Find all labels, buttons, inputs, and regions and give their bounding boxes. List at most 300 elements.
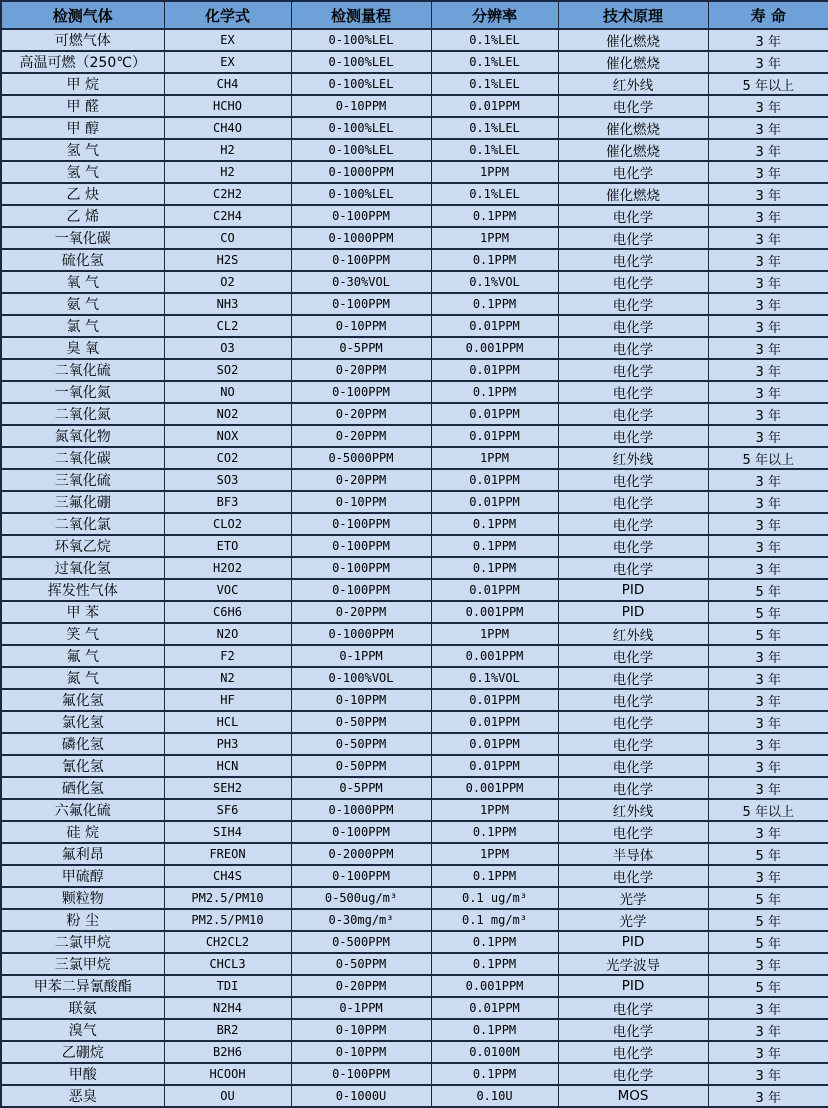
formula-cell: N2H4 — [164, 997, 291, 1019]
lifespan-cell: 5 年 — [708, 579, 828, 601]
lifespan-cell: 3 年 — [708, 1063, 828, 1085]
table-row — [1, 645, 828, 667]
lifespan-cell: 3 年 — [708, 271, 828, 293]
range-cell: 0-1000PPM — [291, 799, 431, 821]
resolution-cell: 0.01PPM — [431, 425, 558, 447]
range-cell: 0-20PPM — [291, 403, 431, 425]
resolution-cell: 0.01PPM — [431, 755, 558, 777]
table-row — [1, 887, 828, 909]
table-row — [1, 337, 828, 359]
formula-cell: PM2.5/PM10 — [164, 909, 291, 931]
resolution-cell: 0.1PPM — [431, 249, 558, 271]
formula-cell: NH3 — [164, 293, 291, 315]
resolution-cell: 0.01PPM — [431, 403, 558, 425]
range-cell: 0-500PPM — [291, 931, 431, 953]
table-row — [1, 799, 828, 821]
gas-name-cell: 溴气 — [1, 1019, 164, 1041]
formula-cell: B2H6 — [164, 1041, 291, 1063]
principle-cell: 电化学 — [558, 403, 708, 425]
range-cell: 0-100%LEL — [291, 117, 431, 139]
table-row — [1, 1041, 828, 1063]
range-cell: 0-100%VOL — [291, 667, 431, 689]
principle-cell: 电化学 — [558, 161, 708, 183]
lifespan-cell: 3 年 — [708, 513, 828, 535]
lifespan-cell: 3 年 — [708, 359, 828, 381]
gas-name-cell: 氮 气 — [1, 667, 164, 689]
gas-name-cell: 氯 气 — [1, 315, 164, 337]
lifespan-cell: 5 年 — [708, 843, 828, 865]
lifespan-cell: 3 年 — [708, 535, 828, 557]
principle-cell: 电化学 — [558, 205, 708, 227]
formula-cell: EX — [164, 29, 291, 51]
gas-name-cell: 二氧化氮 — [1, 403, 164, 425]
principle-cell: 电化学 — [558, 381, 708, 403]
gas-name-cell: 挥发性气体 — [1, 579, 164, 601]
table-row — [1, 491, 828, 513]
formula-cell: CHCL3 — [164, 953, 291, 975]
lifespan-cell: 3 年 — [708, 711, 828, 733]
range-cell: 0-100PPM — [291, 293, 431, 315]
principle-cell: 光学 — [558, 909, 708, 931]
gas-name-cell: 过氧化氢 — [1, 557, 164, 579]
principle-cell: 电化学 — [558, 865, 708, 887]
formula-cell: HF — [164, 689, 291, 711]
header-resolution: 分辨率 — [431, 1, 558, 29]
principle-cell: 电化学 — [558, 821, 708, 843]
resolution-cell: 0.01PPM — [431, 711, 558, 733]
gas-name-cell: 粉 尘 — [1, 909, 164, 931]
formula-cell: O2 — [164, 271, 291, 293]
lifespan-cell: 5 年 — [708, 975, 828, 997]
table-row — [1, 425, 828, 447]
formula-cell: H2 — [164, 161, 291, 183]
gas-name-cell: 氧 气 — [1, 271, 164, 293]
range-cell: 0-50PPM — [291, 953, 431, 975]
range-cell: 0-100%LEL — [291, 51, 431, 73]
gas-name-cell: 乙硼烷 — [1, 1041, 164, 1063]
lifespan-cell: 3 年 — [708, 733, 828, 755]
range-cell: 0-10PPM — [291, 1019, 431, 1041]
formula-cell: PH3 — [164, 733, 291, 755]
range-cell: 0-100%LEL — [291, 29, 431, 51]
principle-cell: 电化学 — [558, 271, 708, 293]
formula-cell: CO2 — [164, 447, 291, 469]
formula-cell: PM2.5/PM10 — [164, 887, 291, 909]
resolution-cell: 1PPM — [431, 447, 558, 469]
table-row — [1, 139, 828, 161]
formula-cell: C6H6 — [164, 601, 291, 623]
table-row — [1, 821, 828, 843]
resolution-cell: 0.001PPM — [431, 975, 558, 997]
table-row — [1, 975, 828, 997]
lifespan-cell: 5 年以上 — [708, 447, 828, 469]
principle-cell: 电化学 — [558, 667, 708, 689]
gas-name-cell: 一氧化氮 — [1, 381, 164, 403]
table-row — [1, 557, 828, 579]
table-row — [1, 579, 828, 601]
lifespan-cell: 3 年 — [708, 777, 828, 799]
resolution-cell: 0.01PPM — [431, 579, 558, 601]
principle-cell: 电化学 — [558, 777, 708, 799]
formula-cell: SIH4 — [164, 821, 291, 843]
formula-cell: ETO — [164, 535, 291, 557]
resolution-cell: 1PPM — [431, 623, 558, 645]
resolution-cell: 0.1PPM — [431, 821, 558, 843]
lifespan-cell: 3 年 — [708, 337, 828, 359]
resolution-cell: 0.1%LEL — [431, 51, 558, 73]
table-row — [1, 843, 828, 865]
gas-name-cell: 氟 气 — [1, 645, 164, 667]
range-cell: 0-100PPM — [291, 865, 431, 887]
formula-cell: O3 — [164, 337, 291, 359]
formula-cell: H2 — [164, 139, 291, 161]
range-cell: 0-1000PPM — [291, 227, 431, 249]
resolution-cell: 0.01PPM — [431, 491, 558, 513]
principle-cell: PID — [558, 975, 708, 997]
lifespan-cell: 3 年 — [708, 29, 828, 51]
formula-cell: N2O — [164, 623, 291, 645]
lifespan-cell: 3 年 — [708, 1041, 828, 1063]
gas-name-cell: 氨 气 — [1, 293, 164, 315]
resolution-cell: 0.1PPM — [431, 293, 558, 315]
gas-name-cell: 三氧化硫 — [1, 469, 164, 491]
gas-name-cell: 硅 烷 — [1, 821, 164, 843]
table-row — [1, 315, 828, 337]
header-principle: 技术原理 — [558, 1, 708, 29]
gas-name-cell: 臭 氧 — [1, 337, 164, 359]
table-row — [1, 711, 828, 733]
principle-cell: 电化学 — [558, 249, 708, 271]
table-row — [1, 931, 828, 953]
gas-name-cell: 氮氧化物 — [1, 425, 164, 447]
gas-name-cell: 硒化氢 — [1, 777, 164, 799]
principle-cell: 电化学 — [558, 1019, 708, 1041]
formula-cell: C2H4 — [164, 205, 291, 227]
table-row — [1, 997, 828, 1019]
principle-cell: PID — [558, 601, 708, 623]
resolution-cell: 1PPM — [431, 799, 558, 821]
formula-cell: F2 — [164, 645, 291, 667]
principle-cell: 电化学 — [558, 469, 708, 491]
table-row — [1, 183, 828, 205]
gas-name-cell: 联氨 — [1, 997, 164, 1019]
resolution-cell: 0.01PPM — [431, 469, 558, 491]
gas-name-cell: 三氟化硼 — [1, 491, 164, 513]
lifespan-cell: 5 年 — [708, 931, 828, 953]
lifespan-cell: 3 年 — [708, 381, 828, 403]
range-cell: 0-1PPM — [291, 645, 431, 667]
gas-name-cell: 甲硫醇 — [1, 865, 164, 887]
table-row — [1, 733, 828, 755]
table-row — [1, 909, 828, 931]
resolution-cell: 0.1PPM — [431, 513, 558, 535]
table-row — [1, 161, 828, 183]
formula-cell: HCHO — [164, 95, 291, 117]
resolution-cell: 0.1%LEL — [431, 117, 558, 139]
formula-cell: CLO2 — [164, 513, 291, 535]
gas-name-cell: 可燃气体 — [1, 29, 164, 51]
resolution-cell: 1PPM — [431, 843, 558, 865]
principle-cell: 催化燃烧 — [558, 183, 708, 205]
resolution-cell: 0.1PPM — [431, 931, 558, 953]
principle-cell: 电化学 — [558, 645, 708, 667]
principle-cell: 红外线 — [558, 73, 708, 95]
principle-cell: 电化学 — [558, 491, 708, 513]
table-row — [1, 381, 828, 403]
table-row — [1, 117, 828, 139]
principle-cell: 电化学 — [558, 1041, 708, 1063]
range-cell: 0-5000PPM — [291, 447, 431, 469]
gas-name-cell: 六氟化硫 — [1, 799, 164, 821]
lifespan-cell: 5 年以上 — [708, 73, 828, 95]
lifespan-cell: 3 年 — [708, 403, 828, 425]
table-row — [1, 535, 828, 557]
resolution-cell: 0.1%LEL — [431, 183, 558, 205]
range-cell: 0-50PPM — [291, 711, 431, 733]
lifespan-cell: 5 年 — [708, 909, 828, 931]
principle-cell: 光学波导 — [558, 953, 708, 975]
resolution-cell: 0.001PPM — [431, 337, 558, 359]
lifespan-cell: 3 年 — [708, 865, 828, 887]
lifespan-cell: 3 年 — [708, 293, 828, 315]
formula-cell: H2O2 — [164, 557, 291, 579]
range-cell: 0-10PPM — [291, 95, 431, 117]
resolution-cell: 0.1%VOL — [431, 667, 558, 689]
principle-cell: 电化学 — [558, 557, 708, 579]
resolution-cell: 1PPM — [431, 161, 558, 183]
lifespan-cell: 3 年 — [708, 425, 828, 447]
principle-cell: 电化学 — [558, 1063, 708, 1085]
principle-cell: 电化学 — [558, 689, 708, 711]
gas-name-cell: 环氧乙烷 — [1, 535, 164, 557]
formula-cell: CH4O — [164, 117, 291, 139]
table-row — [1, 1085, 828, 1107]
table-row — [1, 249, 828, 271]
range-cell: 0-100PPM — [291, 557, 431, 579]
formula-cell: TDI — [164, 975, 291, 997]
range-cell: 0-20PPM — [291, 425, 431, 447]
header-formula: 化学式 — [164, 1, 291, 29]
resolution-cell: 0.01PPM — [431, 95, 558, 117]
principle-cell: 电化学 — [558, 997, 708, 1019]
gas-name-cell: 磷化氢 — [1, 733, 164, 755]
header-gas-name: 检测气体 — [1, 1, 164, 29]
formula-cell: CH4S — [164, 865, 291, 887]
lifespan-cell: 5 年以上 — [708, 799, 828, 821]
gas-name-cell: 甲苯二异氰酸酯 — [1, 975, 164, 997]
principle-cell: 电化学 — [558, 359, 708, 381]
lifespan-cell: 3 年 — [708, 755, 828, 777]
principle-cell: 电化学 — [558, 315, 708, 337]
lifespan-cell: 5 年 — [708, 887, 828, 909]
lifespan-cell: 3 年 — [708, 491, 828, 513]
lifespan-cell: 3 年 — [708, 821, 828, 843]
range-cell: 0-100PPM — [291, 1063, 431, 1085]
table-row — [1, 95, 828, 117]
gas-name-cell: 高温可燃（250℃） — [1, 51, 164, 73]
gas-name-cell: 氯化氢 — [1, 711, 164, 733]
principle-cell: 电化学 — [558, 337, 708, 359]
gas-name-cell: 一氧化碳 — [1, 227, 164, 249]
principle-cell: 催化燃烧 — [558, 29, 708, 51]
lifespan-cell: 3 年 — [708, 689, 828, 711]
formula-cell: SO3 — [164, 469, 291, 491]
table-row — [1, 403, 828, 425]
resolution-cell: 0.1%LEL — [431, 73, 558, 95]
resolution-cell: 1PPM — [431, 227, 558, 249]
range-cell: 0-2000PPM — [291, 843, 431, 865]
range-cell: 0-30%VOL — [291, 271, 431, 293]
table-row — [1, 865, 828, 887]
resolution-cell: 0.01PPM — [431, 689, 558, 711]
lifespan-cell: 3 年 — [708, 667, 828, 689]
lifespan-cell: 3 年 — [708, 117, 828, 139]
range-cell: 0-50PPM — [291, 733, 431, 755]
range-cell: 0-30mg/m³ — [291, 909, 431, 931]
resolution-cell: 0.01PPM — [431, 315, 558, 337]
table-row — [1, 359, 828, 381]
gas-name-cell: 甲 烷 — [1, 73, 164, 95]
principle-cell: 电化学 — [558, 755, 708, 777]
formula-cell: BR2 — [164, 1019, 291, 1041]
gas-name-cell: 乙 烯 — [1, 205, 164, 227]
gas-name-cell: 颗粒物 — [1, 887, 164, 909]
resolution-cell: 0.1PPM — [431, 953, 558, 975]
table-row — [1, 755, 828, 777]
range-cell: 0-10PPM — [291, 491, 431, 513]
formula-cell: HCOOH — [164, 1063, 291, 1085]
range-cell: 0-5PPM — [291, 337, 431, 359]
principle-cell: 电化学 — [558, 95, 708, 117]
lifespan-cell: 3 年 — [708, 51, 828, 73]
resolution-cell: 0.1 mg/m³ — [431, 909, 558, 931]
lifespan-cell: 3 年 — [708, 227, 828, 249]
principle-cell: MOS — [558, 1085, 708, 1107]
resolution-cell: 0.001PPM — [431, 601, 558, 623]
gas-name-cell: 乙 炔 — [1, 183, 164, 205]
principle-cell: 红外线 — [558, 447, 708, 469]
formula-cell: N2 — [164, 667, 291, 689]
principle-cell: 催化燃烧 — [558, 51, 708, 73]
principle-cell: 电化学 — [558, 711, 708, 733]
gas-name-cell: 氟化氢 — [1, 689, 164, 711]
lifespan-cell: 5 年 — [708, 601, 828, 623]
lifespan-cell: 3 年 — [708, 315, 828, 337]
formula-cell: CH4 — [164, 73, 291, 95]
lifespan-cell: 3 年 — [708, 645, 828, 667]
range-cell: 0-10PPM — [291, 315, 431, 337]
principle-cell: 催化燃烧 — [558, 139, 708, 161]
table-row — [1, 205, 828, 227]
lifespan-cell: 3 年 — [708, 469, 828, 491]
gas-name-cell: 氟利昂 — [1, 843, 164, 865]
table-row — [1, 513, 828, 535]
gas-name-cell: 甲 苯 — [1, 601, 164, 623]
lifespan-cell: 3 年 — [708, 953, 828, 975]
header-lifespan: 寿 命 — [708, 1, 828, 29]
lifespan-cell: 3 年 — [708, 1085, 828, 1107]
gas-name-cell: 硫化氢 — [1, 249, 164, 271]
range-cell: 0-10PPM — [291, 689, 431, 711]
resolution-cell: 0.1%LEL — [431, 29, 558, 51]
resolution-cell: 0.01PPM — [431, 733, 558, 755]
table-row — [1, 227, 828, 249]
range-cell: 0-20PPM — [291, 975, 431, 997]
resolution-cell: 0.1PPM — [431, 557, 558, 579]
lifespan-cell: 3 年 — [708, 95, 828, 117]
table-row — [1, 293, 828, 315]
table-row — [1, 469, 828, 491]
formula-cell: NO — [164, 381, 291, 403]
principle-cell: 电化学 — [558, 535, 708, 557]
formula-cell: CL2 — [164, 315, 291, 337]
formula-cell: C2H2 — [164, 183, 291, 205]
range-cell: 0-100%LEL — [291, 139, 431, 161]
principle-cell: 红外线 — [558, 799, 708, 821]
resolution-cell: 0.1%LEL — [431, 139, 558, 161]
table-row — [1, 689, 828, 711]
resolution-cell: 0.1%VOL — [431, 271, 558, 293]
principle-cell: 电化学 — [558, 733, 708, 755]
range-cell: 0-1000PPM — [291, 161, 431, 183]
principle-cell: 光学 — [558, 887, 708, 909]
table-row — [1, 1063, 828, 1085]
gas-name-cell: 二氯甲烷 — [1, 931, 164, 953]
formula-cell: CO — [164, 227, 291, 249]
table-row — [1, 601, 828, 623]
table-row — [1, 447, 828, 469]
lifespan-cell: 3 年 — [708, 997, 828, 1019]
gas-name-cell: 二氧化碳 — [1, 447, 164, 469]
range-cell: 0-20PPM — [291, 469, 431, 491]
table-row — [1, 29, 828, 51]
formula-cell: SF6 — [164, 799, 291, 821]
range-cell: 0-100PPM — [291, 579, 431, 601]
formula-cell: FREON — [164, 843, 291, 865]
principle-cell: 半导体 — [558, 843, 708, 865]
table-row — [1, 623, 828, 645]
lifespan-cell: 3 年 — [708, 1019, 828, 1041]
gas-name-cell: 二氧化氯 — [1, 513, 164, 535]
formula-cell: HCN — [164, 755, 291, 777]
gas-name-cell: 氰化氢 — [1, 755, 164, 777]
range-cell: 0-100PPM — [291, 249, 431, 271]
table-body — [1, 29, 828, 1107]
resolution-cell: 0.01PPM — [431, 359, 558, 381]
formula-cell: OU — [164, 1085, 291, 1107]
formula-cell: BF3 — [164, 491, 291, 513]
principle-cell: 电化学 — [558, 425, 708, 447]
principle-cell: 催化燃烧 — [558, 117, 708, 139]
range-cell: 0-20PPM — [291, 601, 431, 623]
gas-name-cell: 二氧化硫 — [1, 359, 164, 381]
resolution-cell: 0.0100M — [431, 1041, 558, 1063]
lifespan-cell: 3 年 — [708, 183, 828, 205]
range-cell: 0-5PPM — [291, 777, 431, 799]
resolution-cell: 0.001PPM — [431, 777, 558, 799]
range-cell: 0-100%LEL — [291, 183, 431, 205]
principle-cell: PID — [558, 579, 708, 601]
table-header-row — [1, 1, 828, 29]
range-cell: 0-1PPM — [291, 997, 431, 1019]
range-cell: 0-100%LEL — [291, 73, 431, 95]
principle-cell: 电化学 — [558, 227, 708, 249]
principle-cell: PID — [558, 931, 708, 953]
resolution-cell: 0.1PPM — [431, 865, 558, 887]
lifespan-cell: 3 年 — [708, 205, 828, 227]
range-cell: 0-100PPM — [291, 513, 431, 535]
lifespan-cell: 3 年 — [708, 161, 828, 183]
